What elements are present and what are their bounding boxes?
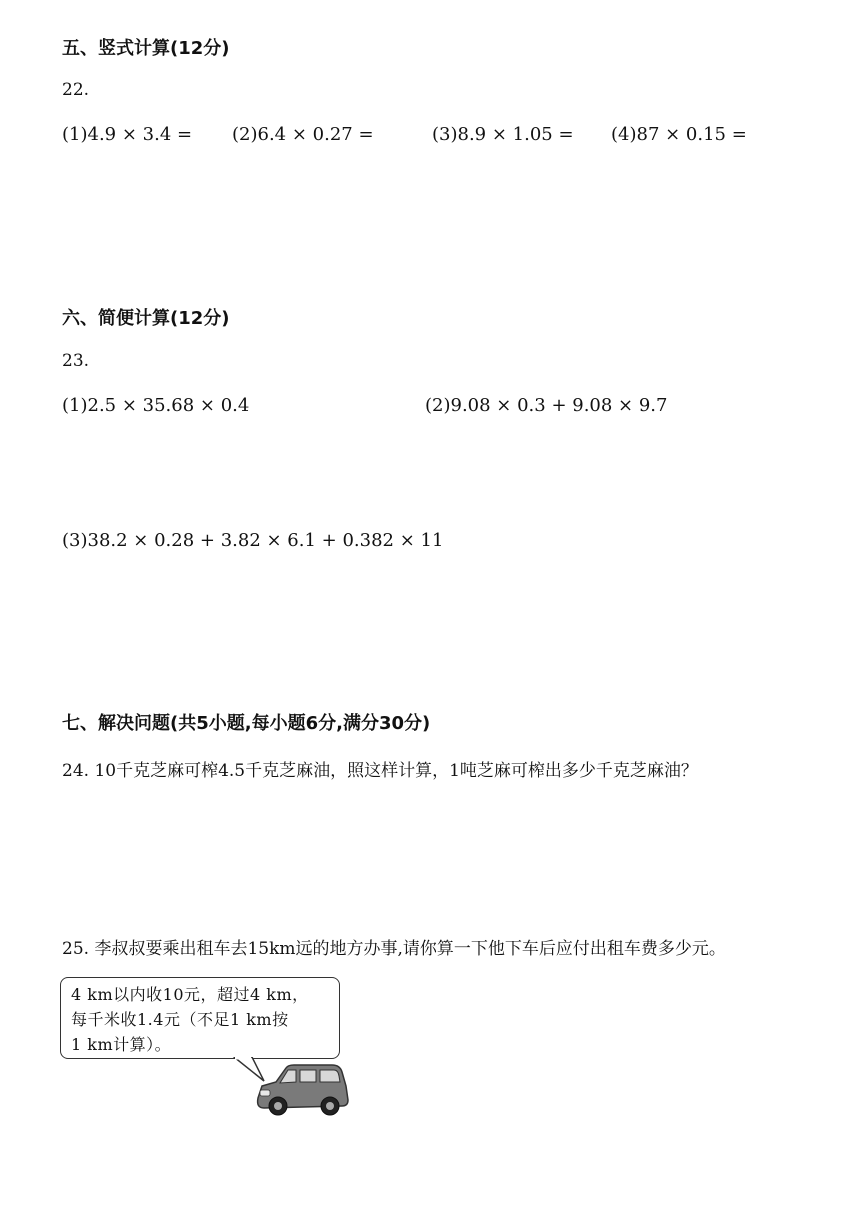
q23-item-2: (2)9.08 × 0.3 + 9.08 × 9.7 bbox=[425, 395, 668, 416]
taxi-car-icon bbox=[252, 1060, 352, 1120]
q22-item-2: (2)6.4 × 0.27 = bbox=[232, 124, 374, 145]
question-24-text: 24. 10千克芝麻可榨4.5千克芝麻油，照这样计算，1吨芝麻可榨出多少千克芝麻油？ bbox=[62, 761, 698, 781]
question-25-text: 25. 李叔叔要乘出租车去15km远的地方办事,请你算一下他下车后应付出租车费多少元。 bbox=[62, 939, 726, 959]
bubble-line-1: 4 km以内收10元，超过4 km， bbox=[71, 985, 309, 1004]
question-22-number: 22. bbox=[62, 80, 90, 100]
q23-item-1: (1)2.5 × 35.68 × 0.4 bbox=[62, 395, 250, 416]
section-7-heading: 七、解决问题(共5小题,每小题6分,满分30分) bbox=[62, 713, 431, 734]
question-23-number: 23. bbox=[62, 351, 90, 371]
bubble-line-2: 每千米收1.4元（不足1 km按 bbox=[71, 1010, 289, 1029]
section-5-heading: 五、竖式计算(12分) bbox=[62, 38, 230, 59]
bubble-line-3: 1 km计算）。 bbox=[71, 1035, 172, 1054]
fare-speech-bubble bbox=[60, 977, 340, 1059]
q22-item-3: (3)8.9 × 1.05 = bbox=[432, 124, 574, 145]
q22-item-1: (1)4.9 × 3.4 = bbox=[62, 124, 193, 145]
q23-item-3: (3)38.2 × 0.28 + 3.82 × 6.1 + 0.382 × 11 bbox=[62, 530, 444, 551]
q22-item-4: (4)87 × 0.15 = bbox=[611, 124, 747, 145]
section-6-heading: 六、简便计算(12分) bbox=[62, 308, 230, 329]
